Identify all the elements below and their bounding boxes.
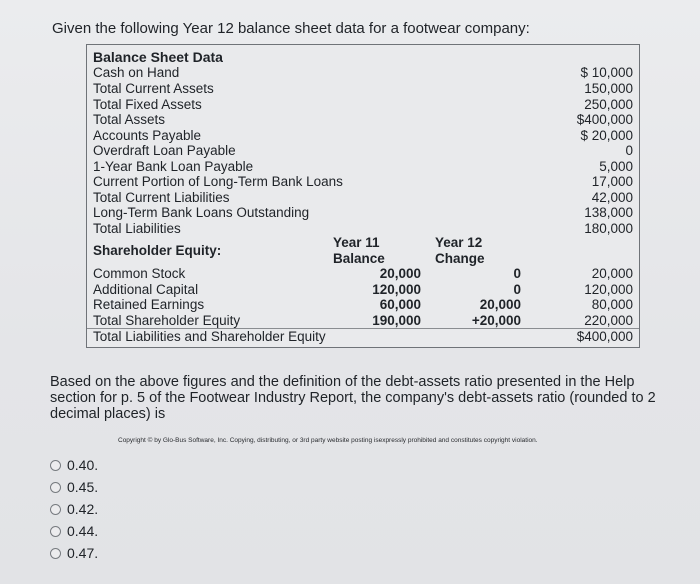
answer-option-label: 0.40. (67, 457, 99, 473)
equity-year11-value: 190,000 (372, 313, 421, 328)
bs-row-label: Long-Term Bank Loans Outstanding (93, 205, 310, 220)
answer-option-label: 0.47. (67, 545, 99, 561)
radio-button-icon[interactable] (50, 526, 61, 537)
equity-row-label: Total Shareholder Equity (93, 313, 241, 328)
equity-change-value: 0 (513, 266, 521, 281)
radio-button-icon[interactable] (50, 482, 61, 493)
question-prompt: Based on the above figures and the definition of the debt-assets ratio presented in the Help section for p. 5 of the Footwear Industry Report, the company's debt-assets ratio (rounded to 2 decimal places) is (50, 374, 656, 422)
equity-change-value: 20,000 (479, 297, 521, 312)
bs-row-value: 180,000 (584, 221, 633, 236)
bs-row-label: Current Portion of Long-Term Bank Loans (93, 174, 343, 189)
bs-row-label: Total Current Liabilities (93, 190, 230, 205)
shareholder-equity-title: Shareholder Equity: (93, 243, 222, 258)
bs-row-label: 1-Year Bank Loan Payable (93, 159, 254, 174)
bs-row-value: $ 10,000 (580, 65, 633, 80)
bs-row-value: $400,000 (576, 112, 633, 127)
bs-row-value: 250,000 (584, 97, 633, 112)
bs-row-value: 5,000 (599, 159, 633, 174)
bs-row-value: 0 (625, 143, 633, 158)
bs-row-label: Total Fixed Assets (93, 97, 202, 112)
equity-total-value: 20,000 (591, 266, 633, 281)
answer-option[interactable] (50, 478, 98, 496)
equity-total-value: 80,000 (591, 297, 633, 312)
equity-row-label: Retained Earnings (93, 297, 205, 312)
bs-row-label: Total Current Assets (93, 81, 214, 96)
equity-total-value: $400,000 (576, 329, 633, 344)
equity-total-value: 120,000 (584, 282, 633, 297)
answer-option-label: 0.44. (67, 523, 99, 539)
bs-row-label: Total Assets (93, 112, 166, 127)
question-text: Given the following Year 12 balance sheet data for a footwear company: (52, 20, 530, 37)
bs-row-label: Total Liabilities (93, 221, 181, 236)
answer-option[interactable] (50, 500, 98, 518)
bs-row-value: 42,000 (591, 190, 633, 205)
equity-row-label: Common Stock (93, 266, 186, 281)
year12-column-header: Year 12 Change (435, 235, 485, 266)
bs-row-value: 17,000 (591, 174, 633, 189)
radio-button-icon[interactable] (50, 460, 61, 471)
answer-option-label: 0.42. (67, 501, 99, 517)
equity-year11-value: 20,000 (379, 266, 421, 281)
answer-option[interactable] (50, 456, 98, 474)
balance-sheet-table (86, 44, 640, 348)
copyright-notice: Copyright © by Glo-Bus Software, Inc. Copying, distributing, or 3rd party website posting isexpressly prohibited and constitutes copyright violation. (118, 437, 538, 444)
radio-button-icon[interactable] (50, 548, 61, 559)
radio-button-icon[interactable] (50, 504, 61, 515)
answer-option[interactable] (50, 544, 98, 562)
balance-sheet-header: Balance Sheet Data (93, 49, 223, 65)
equity-row-label: Total Liabilities and Shareholder Equity (93, 329, 326, 344)
bs-row-value: $ 20,000 (580, 128, 633, 143)
equity-year11-value: 60,000 (379, 297, 421, 312)
bs-row-value: 150,000 (584, 81, 633, 96)
bs-row-label: Cash on Hand (93, 65, 180, 80)
bs-row-label: Overdraft Loan Payable (93, 143, 236, 158)
year11-column-header: Year 11 Balance (333, 235, 385, 266)
equity-row-label: Additional Capital (93, 282, 199, 297)
answer-option-label: 0.45. (67, 479, 99, 495)
answer-option[interactable] (50, 522, 98, 540)
equity-year11-value: 120,000 (372, 282, 421, 297)
equity-change-value: 0 (513, 282, 521, 297)
equity-change-value: +20,000 (471, 313, 521, 328)
bs-row-value: 138,000 (584, 205, 633, 220)
equity-total-value: 220,000 (584, 313, 633, 328)
bs-row-label: Accounts Payable (93, 128, 202, 143)
